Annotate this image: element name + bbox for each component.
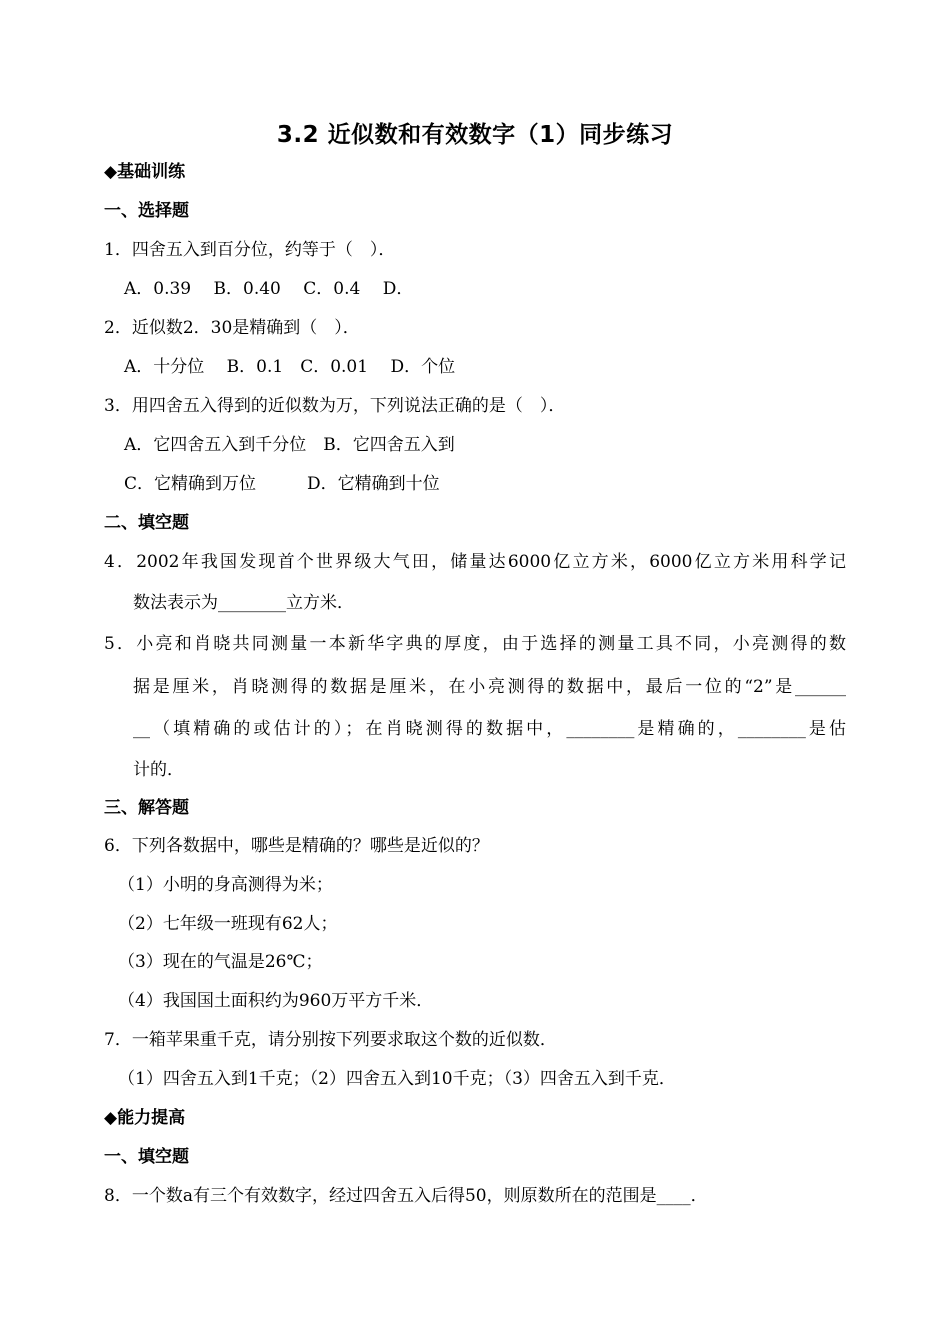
question-3-options-cd: C．它精确到万位 D．它精确到十位 [124, 474, 440, 494]
page-title: 3.2 近似数和有效数字（1）同步练习 [276, 122, 674, 148]
question-1: 1．四舍五入到百分位，约等于（ ）． [104, 240, 396, 260]
question-5-line-4: 计的． [133, 760, 184, 780]
question-7: 7．一箱苹果重千克，请分别按下列要求取这个数的近似数． [104, 1030, 557, 1050]
section-basic-training: ◆基础训练 [104, 162, 186, 182]
question-7-parts: （1）四舍五入到1千克；（2）四舍五入到10千克；（3）四舍五入到千克． [118, 1069, 676, 1089]
question-4-line-1: 4．2002年我国发现首个世界级大气田，储量达6000亿立方米，6000亿立方米用科学记 [104, 552, 846, 572]
question-5-line-3: __（填精确的或估计的）；在肖晓测得的数据中，________是精确的，________是估 [133, 719, 846, 739]
question-4-line-2: 数法表示为________立方米． [133, 593, 354, 613]
question-3-options-ab: A．它四舍五入到千分位 B．它四舍五入到 [124, 435, 455, 455]
question-2-options: A．十分位 B．0.1 C．0.01 D．个位 [124, 357, 456, 377]
section-solve: 三、解答题 [104, 798, 189, 818]
question-6-part-4: （4）我国国土面积约为960万平方千米． [118, 991, 434, 1011]
section-fill-in-advanced: 一、填空题 [104, 1147, 189, 1167]
section-advanced: ◆能力提高 [104, 1108, 186, 1128]
question-1-options: A．0.39 B．0.40 C．0.4 D． [124, 279, 414, 299]
question-6-part-1: （1）小明的身高测得为米； [118, 875, 333, 895]
question-6-part-3: （3）现在的气温是26℃； [118, 952, 323, 972]
question-3: 3．用四舍五入得到的近似数为万，下列说法正确的是（ ）． [104, 396, 566, 416]
section-multiple-choice: 一、选择题 [104, 201, 189, 221]
question-6-part-2: （2）七年级一班现有62人； [118, 914, 338, 934]
question-5-line-2: 据是厘米，肖晓测得的数据是厘米，在小亮测得的数据中，最后一位的“2”是______ [133, 677, 846, 697]
question-8: 8．一个数a有三个有效数字，经过四舍五入后得50，则原数所在的范围是____． [104, 1186, 708, 1206]
question-2: 2．近似数2．30是精确到（ ）． [104, 318, 360, 338]
question-6: 6．下列各数据中，哪些是精确的？哪些是近似的？ [104, 836, 489, 856]
question-5-line-1: 5．小亮和肖晓共同测量一本新华字典的厚度，由于选择的测量工具不同，小亮测得的数 [104, 634, 846, 654]
section-fill-in: 二、填空题 [104, 513, 189, 533]
